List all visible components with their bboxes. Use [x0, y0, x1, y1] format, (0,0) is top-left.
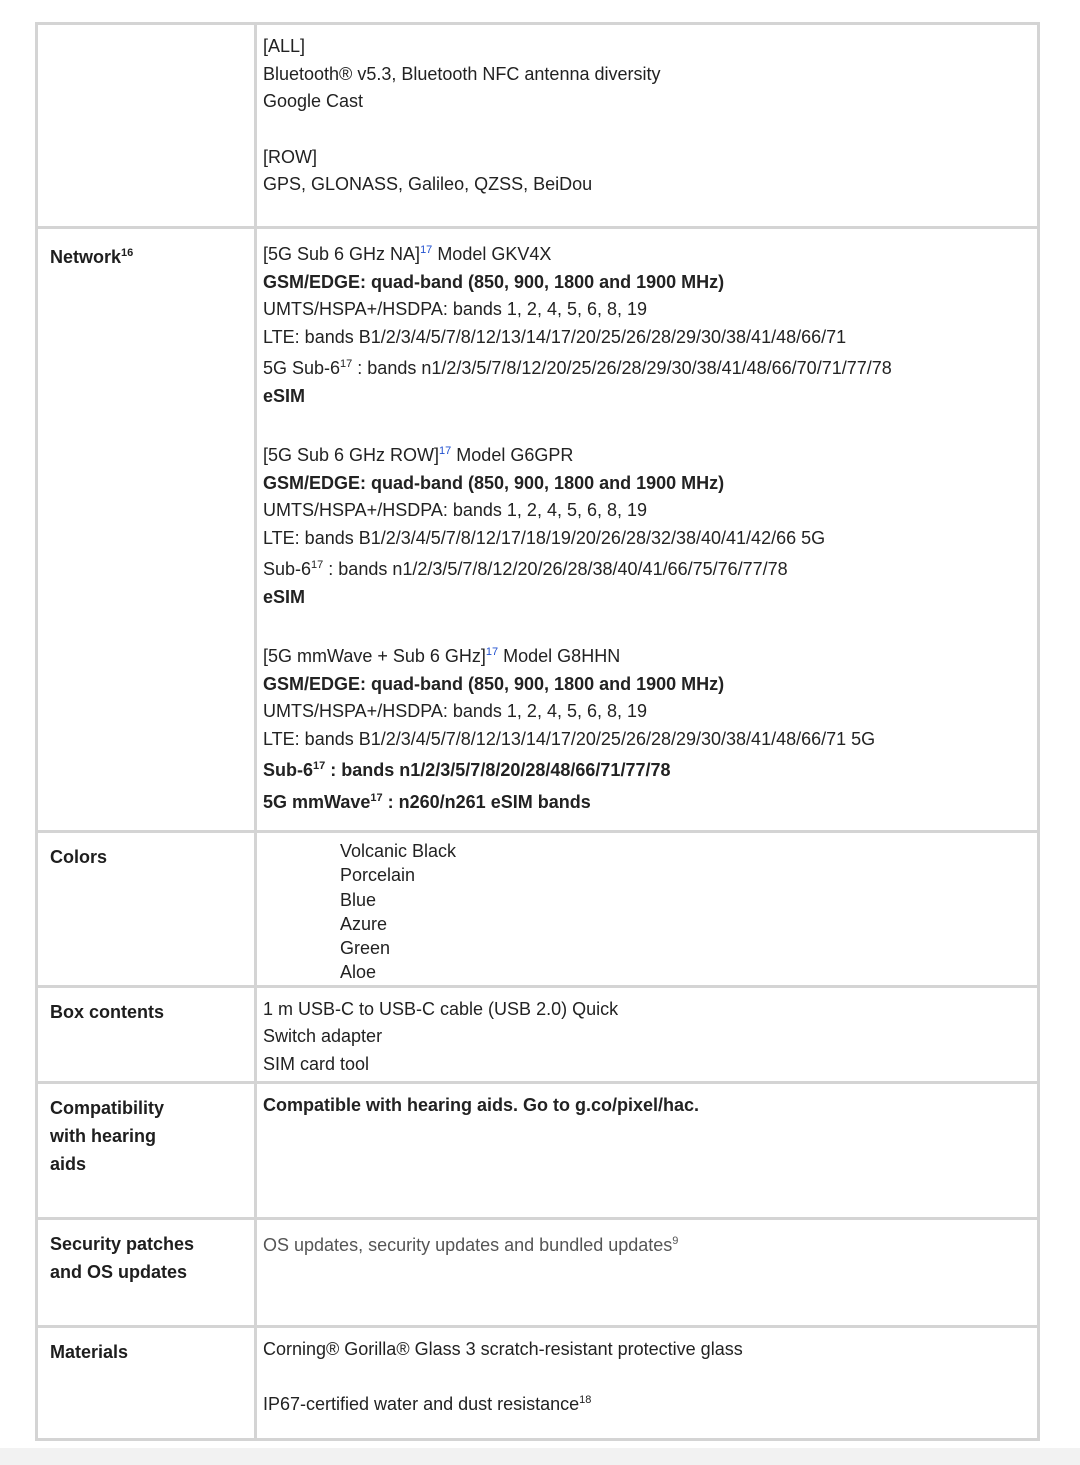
umts-spec: UMTS/HSPA+/HSDPA: bands 1, 2, 4, 5, 6, 8, 19 [263, 500, 648, 520]
colors-list [263, 839, 1031, 985]
network-label-sup: 16 [121, 247, 134, 259]
color-item: Aloe [340, 962, 377, 983]
materials-value [256, 1326, 1039, 1439]
color-item: Porcelain [340, 865, 416, 886]
mmwave-spec: 5G mmWave$^{17}$ : n260/n261 eSIM bands [263, 791, 591, 812]
color-item: Green [340, 938, 391, 959]
row-colors [37, 832, 1039, 987]
umts-spec: UMTS/HSPA+/HSDPA: bands 1, 2, 4, 5, 6, 8, 19 [263, 701, 648, 721]
color-item: Volcanic Black [340, 841, 457, 861]
box-line: 1 m USB-C to USB-C cable (USB 2.0) Quick [263, 998, 619, 1019]
color-item: Azure [340, 913, 388, 934]
network-value [256, 228, 1039, 832]
row-box-contents [37, 986, 1039, 1082]
row-materials [37, 1326, 1039, 1439]
security-text: OS updates, security updates and bundled updates$^9$ [263, 1234, 679, 1255]
row-security [37, 1218, 1039, 1326]
materials-label: Materials [37, 1326, 256, 1439]
box-line: Switch adapter [263, 1026, 383, 1047]
network-label-text: Network [50, 247, 122, 267]
colors-value [256, 832, 1039, 987]
lte-spec: LTE: bands B1/2/3/4/5/7/8/12/13/14/17/20/25/26/28/29/30/38/41/48/66/71 [263, 326, 847, 347]
esim-spec: eSIM [263, 385, 306, 406]
esim-spec: eSIM [263, 586, 306, 607]
box-label: Box contents [37, 986, 256, 1082]
gsm-spec: GSM/EDGE: quad-band (850, 900, 1800 and 1900 MHz) [263, 673, 725, 694]
colors-label: Colors [37, 832, 256, 987]
hearing-text: Compatible with hearing aids. Go to g.co/pixel/hac. [263, 1094, 700, 1115]
bluetooth-spec: Bluetooth® v5.3, Bluetooth NFC antenna diversity [263, 63, 661, 84]
ip-spec: IP67-certified water and dust resistance$^{18}$ [263, 1394, 592, 1415]
gsm-spec: GSM/EDGE: quad-band (850, 900, 1800 and 1900 MHz) [263, 472, 725, 493]
network-label [37, 228, 256, 832]
box-line: SIM card tool [263, 1053, 370, 1074]
row-hearing [37, 1082, 1039, 1218]
spec-table [35, 22, 1040, 1441]
hearing-value [256, 1082, 1039, 1218]
model-heading: [5G Sub 6 GHz NA]$^{17}$ Model GKV4X [263, 244, 552, 264]
sub6-spec: 5G Sub-$6^{17}$ : bands n1/2/3/5/7/8/12/20/25/26/28/29/30/38/41/48/66/70/71/77/78 [263, 358, 892, 378]
sub6-spec: Sub-$6^{17}$ : bands n1/2/3/5/7/8/20/28/48/66/71/77/78 [263, 760, 671, 780]
color-item: Blue [340, 889, 377, 910]
row-connectivity [37, 24, 1039, 228]
glass-spec: Corning® Gorilla® Glass 3 scratch-resistant protective glass [263, 1338, 743, 1359]
umts-spec: UMTS/HSPA+/HSDPA: bands 1, 2, 4, 5, 6, 8, 19 [263, 299, 648, 319]
box-value [256, 986, 1039, 1082]
gnss-spec: GPS, GLONASS, Galileo, QZSS, BeiDou [263, 174, 593, 194]
lte-spec: LTE: bands B1/2/3/4/5/7/8/12/13/14/17/20/25/26/28/29/30/38/41/48/66/71 5G [263, 728, 876, 749]
gsm-spec: GSM/EDGE: quad-band (850, 900, 1800 and 1900 MHz) [263, 271, 725, 292]
connectivity-value [256, 24, 1039, 228]
security-label: Security patches and OS updates [37, 1218, 256, 1326]
row-tag: [ROW] [263, 146, 317, 167]
sub6-spec: Sub-$6^{17}$ : bands n1/2/3/5/7/8/12/20/26/28/38/40/41/66/75/76/77/78 [263, 559, 788, 579]
security-value [256, 1218, 1039, 1326]
cast-spec: Google Cast [263, 91, 364, 111]
all-tag: [ALL] [263, 36, 306, 56]
label-cell-empty [37, 24, 256, 228]
model-heading: [5G mmWave + Sub 6 GHz]$^{17}$ Model G8HHN [263, 646, 621, 666]
hearing-label: Compatibility with hearing aids [37, 1082, 256, 1218]
lte-spec: LTE: bands B1/2/3/4/5/7/8/12/17/18/19/20/26/28/32/38/40/41/42/66 5G [263, 527, 826, 548]
model-heading: [5G Sub 6 GHz ROW]$^{17}$ Model G6GPR [263, 445, 574, 465]
row-network [37, 228, 1039, 832]
